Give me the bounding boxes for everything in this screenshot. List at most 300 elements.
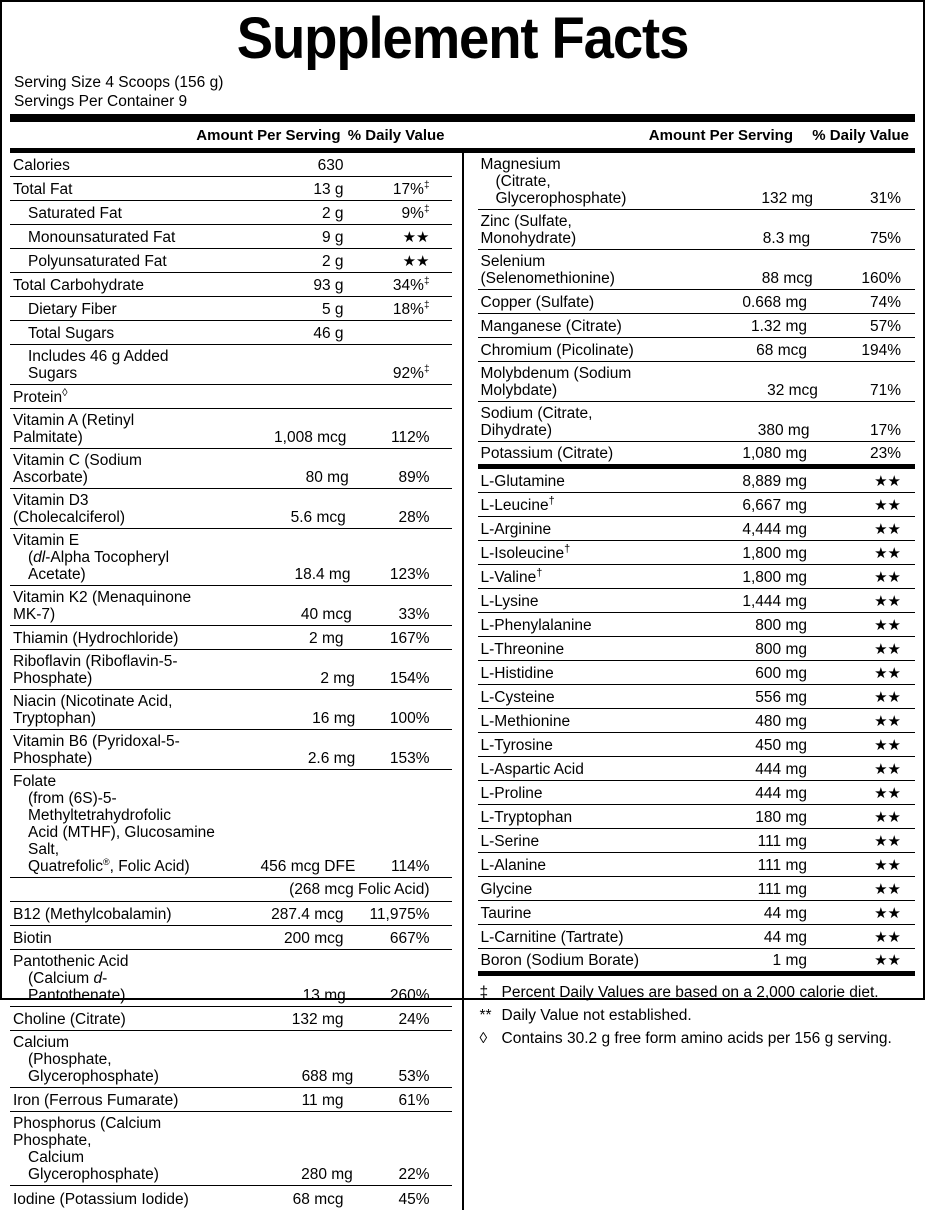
table-row — [478, 589, 916, 613]
nutrient-name: L-Glutamine — [480, 473, 565, 490]
footnote-marker: ‡ — [423, 275, 430, 287]
no-dv-marker: ★★ — [874, 737, 901, 754]
nutrient-amount: 200 mcg — [284, 930, 344, 947]
nutrient-daily-value: 100% — [389, 710, 430, 727]
nutrient-name-line: Calcium Glycerophosphate) — [28, 1149, 159, 1183]
nutrient-daily-value: 75% — [869, 230, 901, 247]
row-spacer — [10, 881, 194, 899]
nutrient-name: Thiamin (Hydrochloride) — [13, 630, 179, 647]
column-headers-right — [463, 127, 916, 144]
nutrient-name: Manganese (Citrate) — [480, 318, 622, 335]
nutrient-daily-value: 114% — [391, 858, 430, 875]
footnotes — [478, 976, 916, 1050]
table-row — [478, 517, 916, 541]
nutrient-daily-value — [807, 473, 915, 490]
header-daily-value-right: % Daily Value — [812, 126, 909, 144]
nutrient-name-line: Calcium — [13, 1034, 69, 1051]
nutrient-daily-value — [807, 497, 915, 514]
nutrient-name: Total Sugars — [28, 325, 115, 342]
nutrient-amount: 800 mg — [755, 641, 807, 658]
nutrient-amount: 2 mg — [309, 630, 344, 647]
nutrient-daily-value: 11,975% — [369, 906, 430, 923]
nutrient-daily-value: 33% — [398, 606, 430, 623]
nutrient-name — [10, 1034, 220, 1085]
serving-info — [10, 72, 915, 111]
nutrient-amount: 1.32 mg — [750, 318, 807, 335]
no-dv-marker: ★★ — [874, 665, 901, 682]
nutrient-daily-value: 167% — [389, 630, 430, 647]
nutrient-note: (268 mcg Folic Acid) — [289, 881, 430, 898]
table-row — [10, 449, 452, 489]
table-row — [10, 385, 452, 409]
nutrient-amount: 1 mg — [772, 952, 807, 969]
table-row — [10, 770, 452, 878]
nutrient-name: L-Proline — [480, 785, 543, 802]
nutrient-name-line: Magnesium — [480, 156, 561, 173]
table-row — [10, 1007, 452, 1031]
nutrient-name-line: Vitamin E — [13, 532, 80, 549]
table-row — [478, 829, 916, 853]
nutrient-name-line: (Phosphate, Glycerophosphate) — [28, 1051, 159, 1085]
nutrient-name: L-Tryptophan — [480, 809, 573, 826]
nutrient-daily-value — [807, 833, 915, 850]
nutrient-name-line: Phosphorus (Calcium Phosphate, — [13, 1115, 162, 1149]
table-row — [10, 926, 452, 950]
nutrient-daily-value: 18%‡ — [392, 299, 430, 318]
nutrient-amount: 68 mcg — [756, 342, 807, 359]
nutrient-name: Choline (Citrate) — [13, 1011, 126, 1028]
nutrient-name: Saturated Fat — [28, 205, 122, 222]
table-row — [10, 177, 452, 201]
footnote-text: Percent Daily Values are based on a 2,000 calorie diet. — [501, 984, 879, 1001]
nutrient-amount: 8.3 mg — [762, 230, 811, 247]
nutrient-daily-value — [807, 665, 915, 682]
nutrient-column-right — [464, 153, 916, 1210]
nutrient-column-left — [10, 153, 462, 1210]
nutrient-name-line: (Calcium d-Pantothenate) — [28, 970, 126, 1004]
nutrient-name: L-Histidine — [480, 665, 554, 682]
table-row — [478, 442, 916, 469]
nutrient-daily-value — [807, 857, 915, 874]
nutrient-daily-value: 92%‡ — [392, 363, 430, 382]
table-row — [10, 225, 452, 249]
nutrient-name: L-Tyrosine — [480, 737, 553, 754]
nutrient-name: Niacin (Nicotinate Acid, Tryptophan) — [13, 693, 173, 727]
nutrient-amount: 287.4 mcg — [271, 906, 344, 923]
nutrient-name: L-Methionine — [480, 713, 571, 730]
nutrient-amount: 5.6 mcg — [290, 509, 346, 526]
nutrient-name: Potassium (Citrate) — [480, 445, 614, 462]
nutrient-amount: 11 mg — [301, 1092, 344, 1109]
nutrient-daily-value: 22% — [398, 1166, 430, 1183]
nutrient-amount: 2.6 mg — [307, 750, 356, 767]
table-row — [478, 661, 916, 685]
table-row — [478, 493, 916, 517]
footnote-text: Daily Value not established. — [501, 1007, 692, 1024]
nutrient-amount: 9 g — [321, 229, 344, 246]
table-row — [10, 1186, 452, 1210]
nutrient-amount: 93 g — [313, 277, 344, 294]
table-row — [478, 250, 916, 290]
nutrient-daily-value: 194% — [861, 342, 901, 359]
nutrient-daily-value — [807, 929, 915, 946]
nutrient-daily-value: 153% — [389, 750, 430, 767]
nutrient-amount: 0.668 mg — [742, 294, 807, 311]
nutrient-daily-value: 61% — [398, 1092, 430, 1109]
nutrient-daily-value — [807, 617, 915, 634]
nutrient-daily-value: 17%‡ — [392, 179, 430, 198]
nutrient-daily-value: 45% — [398, 1191, 430, 1208]
nutrient-name: L-Cysteine — [480, 689, 555, 706]
nutrient-name: Vitamin D3 (Cholecalciferol) — [13, 492, 125, 526]
nutrient-amount: 18.4 mg — [294, 566, 351, 583]
no-dv-marker: ★★ — [874, 617, 901, 634]
no-dv-marker: ★★ — [874, 641, 901, 658]
nutrient-amount: 688 mg — [301, 1068, 354, 1085]
no-dv-marker: ★★ — [874, 545, 901, 562]
nutrient-daily-value: 34%‡ — [392, 275, 430, 294]
no-dv-marker: ★★ — [402, 253, 430, 270]
footnote-marker: ‡ — [423, 299, 430, 311]
nutrient-daily-value: 154% — [389, 670, 430, 687]
nutrient-daily-value: 160% — [861, 270, 901, 287]
nutrient-name: Includes 46 g Added Sugars — [28, 348, 169, 382]
no-dv-marker: ★★ — [874, 833, 901, 850]
nutrient-daily-value — [807, 809, 915, 826]
nutrient-amount: 380 mg — [757, 422, 810, 439]
no-dv-marker: ★★ — [874, 761, 901, 778]
no-dv-marker: ★★ — [402, 229, 430, 246]
nutrient-name: L-Serine — [480, 833, 540, 850]
no-dv-marker: ★★ — [874, 785, 901, 802]
nutrient-name: Dietary Fiber — [28, 301, 117, 318]
nutrient-name: Total Carbohydrate — [13, 277, 144, 294]
nutrient-table — [10, 153, 915, 1210]
nutrient-amount: 480 mg — [755, 713, 807, 730]
column-headers — [10, 122, 915, 148]
nutrient-amount: 600 mg — [755, 665, 807, 682]
nutrient-amount: 444 mg — [755, 761, 807, 778]
nutrient-name — [10, 773, 226, 875]
table-row — [478, 210, 916, 250]
nutrient-amount: 40 mcg — [300, 606, 352, 623]
footnote-marker: ‡ — [423, 179, 430, 191]
table-row — [10, 153, 452, 177]
nutrient-name: L-Leucine† — [480, 494, 555, 514]
nutrient-name: Iron (Ferrous Fumarate) — [13, 1092, 179, 1109]
nutrient-name-line: (dl-Alpha Tocopheryl Acetate) — [28, 549, 170, 583]
nutrient-amount: 556 mg — [755, 689, 807, 706]
nutrient-name: Zinc (Sulfate, Monohydrate) — [480, 213, 577, 247]
no-dv-marker: ★★ — [874, 713, 901, 730]
nutrient-amount: 800 mg — [755, 617, 807, 634]
nutrient-name: Chromium (Picolinate) — [480, 342, 634, 359]
table-row — [10, 650, 452, 690]
table-row — [478, 153, 916, 210]
table-row — [478, 757, 916, 781]
no-dv-marker: ★★ — [874, 809, 901, 826]
nutrient-amount: 456 mcg DFE — [260, 858, 356, 875]
nutrient-name: L-Carnitine (Tartrate) — [480, 929, 624, 946]
table-row — [478, 733, 916, 757]
nutrient-amount: 1,800 mg — [742, 545, 807, 562]
nutrient-name: Monounsaturated Fat — [28, 229, 176, 246]
nutrient-name: Polyunsaturated Fat — [28, 253, 167, 270]
nutrient-name: Vitamin A (Retinyl Palmitate) — [13, 412, 135, 446]
nutrient-daily-value: 57% — [869, 318, 901, 335]
nutrient-amount: 132 mg — [291, 1011, 344, 1028]
nutrient-amount: 8,889 mg — [742, 473, 807, 490]
nutrient-amount: 13 mg — [302, 987, 346, 1004]
table-row — [478, 685, 916, 709]
nutrient-name: Vitamin B6 (Pyridoxal-5-Phosphate) — [13, 733, 180, 767]
nutrient-amount: 280 mg — [301, 1166, 353, 1183]
serving-size: Serving Size 4 Scoops (156 g) — [14, 74, 224, 91]
nutrient-daily-value — [807, 689, 915, 706]
no-dv-marker: ★★ — [874, 473, 901, 490]
footnote-marker: † — [564, 542, 571, 555]
table-row — [10, 249, 452, 273]
nutrient-name: Sodium (Citrate, Dihydrate) — [480, 405, 593, 439]
nutrient-amount: 180 mg — [755, 809, 807, 826]
table-row — [478, 290, 916, 314]
nutrient-daily-value — [807, 952, 915, 969]
footnote-symbol: ‡ — [479, 984, 489, 1001]
table-row — [478, 541, 916, 565]
nutrient-name: Vitamin K2 (Menaquinone MK-7) — [13, 589, 192, 623]
footnote-item — [480, 1027, 916, 1050]
table-row — [478, 338, 916, 362]
nutrient-amount: 132 mg — [761, 190, 814, 207]
table-row — [10, 902, 452, 926]
nutrient-amount: 2 mg — [320, 670, 355, 687]
footnote-marker: † — [548, 494, 555, 507]
table-row — [10, 297, 452, 321]
nutrient-daily-value: 123% — [389, 566, 430, 583]
table-row — [478, 805, 916, 829]
nutrient-amount: 111 mg — [757, 881, 807, 898]
nutrient-amount: 2 g — [321, 253, 344, 270]
nutrient-amount: 111 mg — [757, 833, 807, 850]
nutrient-name: Total Fat — [13, 181, 73, 198]
nutrient-daily-value: 71% — [869, 382, 901, 399]
nutrient-amount: 450 mg — [755, 737, 807, 754]
nutrient-amount: 6,667 mg — [742, 497, 807, 514]
table-row — [478, 949, 916, 976]
no-dv-marker: ★★ — [874, 881, 901, 898]
header-daily-value-left: % Daily Value — [347, 126, 445, 144]
nutrient-amount: 88 mcg — [761, 270, 813, 287]
table-row — [10, 626, 452, 650]
no-dv-marker: ★★ — [874, 521, 901, 538]
header-amount-per-serving-right: Amount Per Serving — [648, 126, 793, 144]
table-row — [10, 489, 452, 529]
no-dv-marker: ★★ — [874, 857, 901, 874]
nutrient-name — [478, 156, 673, 207]
table-row — [10, 345, 452, 385]
no-dv-marker: ★★ — [874, 952, 901, 969]
nutrient-daily-value: 53% — [398, 1068, 430, 1085]
nutrient-amount: 1,444 mg — [742, 593, 807, 610]
nutrient-amount: 44 mg — [763, 905, 807, 922]
nutrient-daily-value: 31% — [869, 190, 901, 207]
table-row — [10, 950, 452, 1007]
table-row — [478, 925, 916, 949]
nutrient-amount: 1,080 mg — [742, 445, 807, 462]
table-row — [10, 1088, 452, 1112]
header-spacer — [10, 127, 181, 144]
no-dv-marker: ★★ — [874, 905, 901, 922]
nutrient-name: L-Lysine — [480, 593, 539, 610]
nutrient-name — [10, 953, 200, 1004]
nutrient-name-line: Pantothenic Acid — [13, 953, 129, 970]
nutrient-name: Taurine — [480, 905, 532, 922]
nutrient-daily-value — [807, 521, 915, 538]
table-row — [478, 469, 916, 493]
nutrient-amount: 111 mg — [757, 857, 807, 874]
footnote-marker: † — [536, 566, 543, 579]
nutrient-name — [10, 532, 213, 583]
italic-prefix: dl — [33, 549, 46, 566]
nutrient-name-line: Quatrefolic®, Folic Acid) — [28, 856, 190, 875]
registered-mark: ® — [102, 856, 110, 867]
nutrient-daily-value: 112% — [391, 429, 430, 446]
divider-thick-top — [10, 114, 915, 122]
nutrient-amount: 4,444 mg — [742, 521, 807, 538]
nutrient-amount: 2 g — [321, 205, 344, 222]
servings-per-container: Servings Per Container 9 — [14, 92, 188, 110]
nutrient-daily-value — [807, 593, 915, 610]
nutrient-daily-value: 89% — [398, 469, 430, 486]
table-row — [478, 565, 916, 589]
nutrient-name-line: Acid (MTHF), Glucosamine Salt, — [28, 824, 215, 858]
table-row — [10, 1112, 452, 1186]
nutrient-daily-value: 23% — [869, 445, 901, 462]
nutrient-name: B12 (Methylcobalamin) — [13, 906, 172, 923]
table-row — [10, 201, 452, 225]
nutrient-daily-value — [807, 545, 915, 562]
table-row — [478, 613, 916, 637]
nutrient-amount: 1,008 mcg — [274, 429, 347, 446]
nutrient-daily-value — [807, 713, 915, 730]
table-row — [10, 586, 452, 626]
nutrient-name: Selenium (Selenomethionine) — [480, 253, 615, 287]
nutrient-daily-value — [807, 785, 915, 802]
table-row — [10, 273, 452, 297]
nutrient-daily-value — [807, 905, 915, 922]
nutrient-name-line: (Citrate, Glycerophosphate) — [495, 173, 627, 207]
nutrient-daily-value — [807, 881, 915, 898]
nutrient-daily-value: 24% — [398, 1011, 430, 1028]
nutrient-name: Iodine (Potassium Iodide) — [13, 1191, 189, 1208]
table-row — [10, 878, 452, 902]
nutrient-name: L-Alanine — [480, 857, 546, 874]
nutrient-name: Glycine — [480, 881, 533, 898]
table-row — [478, 877, 916, 901]
nutrient-amount: 630 — [317, 157, 344, 174]
header-spacer-right — [477, 127, 634, 144]
footnote-marker: ‡ — [423, 203, 430, 215]
no-dv-marker: ★★ — [874, 569, 901, 586]
nutrient-name: L-Aspartic Acid — [480, 761, 584, 778]
nutrient-daily-value — [807, 761, 915, 778]
page-title: Supplement Facts — [236, 6, 689, 71]
nutrient-daily-value: 74% — [869, 294, 901, 311]
table-row — [10, 730, 452, 770]
column-headers-left — [10, 127, 463, 144]
table-row — [10, 321, 452, 345]
nutrient-name — [10, 1115, 219, 1183]
nutrient-name: Vitamin C (Sodium Ascorbate) — [13, 452, 142, 486]
nutrient-amount: 80 mg — [305, 469, 349, 486]
nutrient-name: Calories — [13, 157, 70, 174]
nutrient-amount: 5 g — [321, 301, 344, 318]
nutrient-amount: 46 g — [313, 325, 344, 342]
nutrient-amount: 44 mg — [763, 929, 807, 946]
nutrient-name: Protein◊ — [13, 386, 68, 406]
table-row — [478, 637, 916, 661]
no-dv-marker: ★★ — [874, 929, 901, 946]
nutrient-name-line: (from (6S)-5-Methyltetrahydrofolic — [28, 790, 172, 824]
nutrient-name-line: Folate — [13, 773, 57, 790]
footnote-item — [480, 981, 916, 1004]
nutrient-amount: 1,800 mg — [742, 569, 807, 586]
nutrient-name: L-Phenylalanine — [480, 617, 592, 634]
nutrient-amount: 16 mg — [312, 710, 356, 727]
nutrient-daily-value: 9%‡ — [401, 203, 430, 222]
nutrient-daily-value: 260% — [389, 987, 430, 1004]
nutrient-name: Biotin — [13, 930, 52, 947]
nutrient-name: Copper (Sulfate) — [480, 294, 595, 311]
table-row — [478, 781, 916, 805]
footnote-item — [480, 1004, 916, 1027]
header-amount-per-serving-left: Amount Per Serving — [196, 126, 341, 144]
nutrient-daily-value — [344, 229, 452, 246]
table-row — [478, 402, 916, 442]
nutrient-daily-value — [807, 641, 915, 658]
nutrient-name: L-Valine† — [480, 566, 543, 586]
no-dv-marker: ★★ — [874, 497, 901, 514]
nutrient-daily-value: 28% — [398, 509, 430, 526]
nutrient-amount: 68 mcg — [292, 1191, 344, 1208]
nutrient-daily-value: 667% — [389, 930, 430, 947]
nutrient-name: Molybdenum (Sodium Molybdate) — [480, 365, 632, 399]
nutrient-amount: 32 mcg — [767, 382, 818, 399]
no-dv-marker: ★★ — [874, 689, 901, 706]
table-row — [10, 690, 452, 730]
table-row — [478, 709, 916, 733]
italic-prefix: d — [93, 970, 103, 987]
nutrient-amount: 13 g — [313, 181, 344, 198]
nutrient-daily-value — [807, 737, 915, 754]
footnote-text: Contains 30.2 g free form amino acids per 156 g serving. — [501, 1030, 892, 1047]
table-row — [10, 529, 452, 586]
footnote-symbol: ◊ — [479, 1030, 488, 1047]
nutrient-name: L-Threonine — [480, 641, 565, 658]
footnote-symbol: ** — [479, 1007, 492, 1024]
table-row — [478, 853, 916, 877]
table-row — [478, 314, 916, 338]
table-row — [10, 409, 452, 449]
nutrient-name: Riboflavin (Riboflavin-5-Phosphate) — [13, 653, 178, 687]
nutrient-daily-value — [344, 253, 452, 270]
nutrient-name: Boron (Sodium Borate) — [480, 952, 640, 969]
footnote-marker: ‡ — [423, 363, 430, 375]
table-row — [478, 901, 916, 925]
footnote-marker: ◊ — [62, 386, 68, 399]
nutrient-name: L-Arginine — [480, 521, 552, 538]
table-row — [478, 362, 916, 402]
